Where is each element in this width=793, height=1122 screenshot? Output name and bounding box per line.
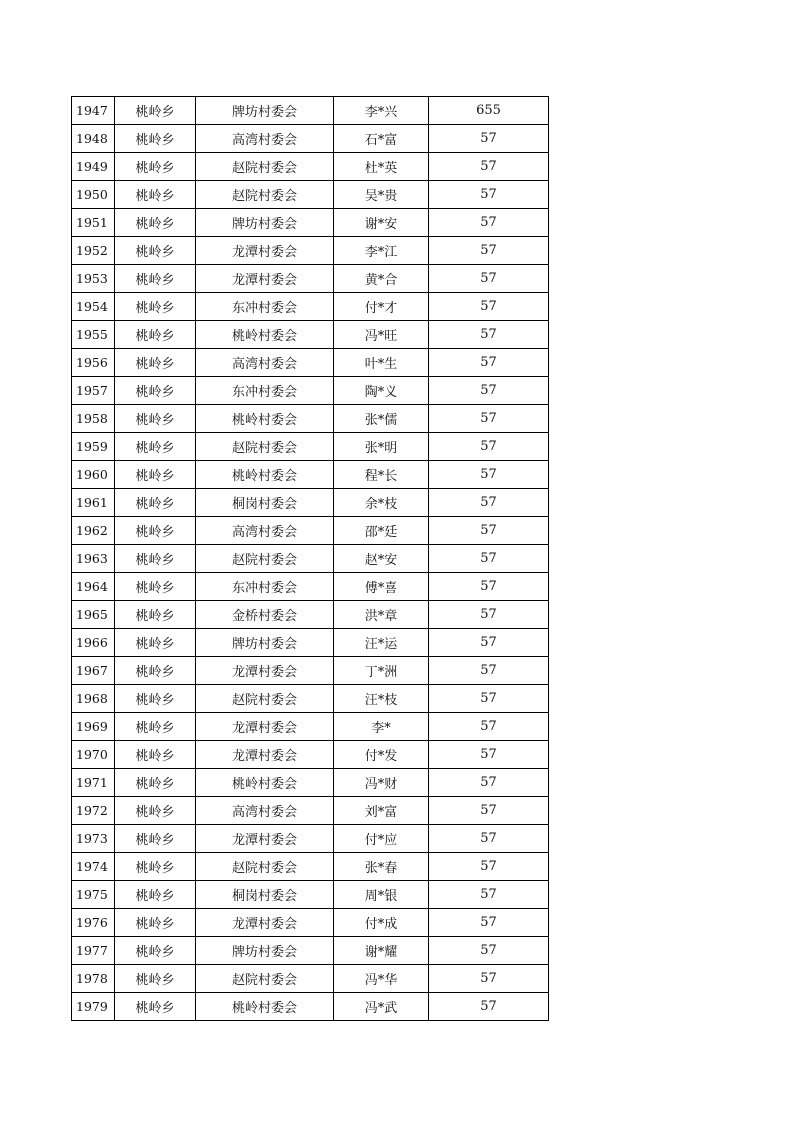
village-committee-cell: 牌坊村委会 <box>196 629 334 657</box>
town-cell: 桃岭乡 <box>115 97 196 125</box>
table-row <box>72 433 549 461</box>
person-name-cell: 程*长 <box>334 461 429 489</box>
person-name-cell: 张*春 <box>334 853 429 881</box>
town-cell: 桃岭乡 <box>115 209 196 237</box>
person-name-cell: 吴*贵 <box>334 181 429 209</box>
town-cell: 桃岭乡 <box>115 153 196 181</box>
row-number-cell: 1974 <box>72 853 115 881</box>
amount-cell: 57 <box>429 321 549 349</box>
village-committee-cell: 龙潭村委会 <box>196 909 334 937</box>
table-row <box>72 153 549 181</box>
amount-cell: 57 <box>429 685 549 713</box>
amount-cell: 57 <box>429 545 549 573</box>
table-row <box>72 321 549 349</box>
person-name-cell: 张*明 <box>334 433 429 461</box>
row-number-cell: 1949 <box>72 153 115 181</box>
amount-cell: 57 <box>429 909 549 937</box>
person-name-cell: 赵*安 <box>334 545 429 573</box>
amount-cell: 57 <box>429 713 549 741</box>
village-committee-cell: 桃岭村委会 <box>196 461 334 489</box>
person-name-cell: 叶*生 <box>334 349 429 377</box>
town-cell: 桃岭乡 <box>115 489 196 517</box>
person-name-cell: 洪*章 <box>334 601 429 629</box>
village-committee-cell: 东冲村委会 <box>196 573 334 601</box>
amount-cell: 57 <box>429 461 549 489</box>
town-cell: 桃岭乡 <box>115 825 196 853</box>
person-name-cell: 石*富 <box>334 125 429 153</box>
row-number-cell: 1953 <box>72 265 115 293</box>
village-committee-cell: 牌坊村委会 <box>196 97 334 125</box>
amount-cell: 57 <box>429 937 549 965</box>
amount-cell: 57 <box>429 965 549 993</box>
town-cell: 桃岭乡 <box>115 629 196 657</box>
table-row <box>72 573 549 601</box>
town-cell: 桃岭乡 <box>115 713 196 741</box>
table-row <box>72 293 549 321</box>
table-row <box>72 685 549 713</box>
village-committee-cell: 龙潭村委会 <box>196 265 334 293</box>
town-cell: 桃岭乡 <box>115 125 196 153</box>
row-number-cell: 1961 <box>72 489 115 517</box>
amount-cell: 57 <box>429 629 549 657</box>
table-row <box>72 797 549 825</box>
village-committee-cell: 桃岭村委会 <box>196 993 334 1021</box>
amount-cell: 57 <box>429 825 549 853</box>
town-cell: 桃岭乡 <box>115 545 196 573</box>
row-number-cell: 1967 <box>72 657 115 685</box>
table-row <box>72 405 549 433</box>
town-cell: 桃岭乡 <box>115 909 196 937</box>
table-row <box>72 97 549 125</box>
person-name-cell: 傅*喜 <box>334 573 429 601</box>
amount-cell: 655 <box>429 97 549 125</box>
table-row <box>72 545 549 573</box>
person-name-cell: 邵*廷 <box>334 517 429 545</box>
village-committee-cell: 龙潭村委会 <box>196 237 334 265</box>
village-committee-cell: 赵院村委会 <box>196 181 334 209</box>
row-number-cell: 1979 <box>72 993 115 1021</box>
amount-cell: 57 <box>429 993 549 1021</box>
table-row <box>72 517 549 545</box>
town-cell: 桃岭乡 <box>115 993 196 1021</box>
village-committee-cell: 牌坊村委会 <box>196 209 334 237</box>
village-committee-cell: 桃岭村委会 <box>196 405 334 433</box>
village-committee-cell: 赵院村委会 <box>196 153 334 181</box>
village-committee-cell: 牌坊村委会 <box>196 937 334 965</box>
table-row <box>72 209 549 237</box>
table-row <box>72 881 549 909</box>
village-committee-cell: 龙潭村委会 <box>196 713 334 741</box>
person-name-cell: 周*银 <box>334 881 429 909</box>
amount-cell: 57 <box>429 349 549 377</box>
town-cell: 桃岭乡 <box>115 853 196 881</box>
town-cell: 桃岭乡 <box>115 321 196 349</box>
table-row <box>72 349 549 377</box>
amount-cell: 57 <box>429 741 549 769</box>
row-number-cell: 1959 <box>72 433 115 461</box>
person-name-cell: 刘*富 <box>334 797 429 825</box>
town-cell: 桃岭乡 <box>115 601 196 629</box>
person-name-cell: 陶*义 <box>334 377 429 405</box>
town-cell: 桃岭乡 <box>115 433 196 461</box>
person-name-cell: 丁*洲 <box>334 657 429 685</box>
town-cell: 桃岭乡 <box>115 377 196 405</box>
person-name-cell: 付*应 <box>334 825 429 853</box>
town-cell: 桃岭乡 <box>115 293 196 321</box>
person-name-cell: 谢*耀 <box>334 937 429 965</box>
data-table <box>71 96 549 1021</box>
person-name-cell: 黄*合 <box>334 265 429 293</box>
row-number-cell: 1973 <box>72 825 115 853</box>
amount-cell: 57 <box>429 489 549 517</box>
village-committee-cell: 高湾村委会 <box>196 125 334 153</box>
amount-cell: 57 <box>429 209 549 237</box>
amount-cell: 57 <box>429 601 549 629</box>
row-number-cell: 1957 <box>72 377 115 405</box>
row-number-cell: 1964 <box>72 573 115 601</box>
person-name-cell: 付*成 <box>334 909 429 937</box>
village-committee-cell: 赵院村委会 <box>196 685 334 713</box>
person-name-cell: 付*才 <box>334 293 429 321</box>
row-number-cell: 1958 <box>72 405 115 433</box>
village-committee-cell: 高湾村委会 <box>196 517 334 545</box>
person-name-cell: 余*枝 <box>334 489 429 517</box>
row-number-cell: 1963 <box>72 545 115 573</box>
amount-cell: 57 <box>429 125 549 153</box>
amount-cell: 57 <box>429 853 549 881</box>
town-cell: 桃岭乡 <box>115 685 196 713</box>
table-row <box>72 657 549 685</box>
village-committee-cell: 高湾村委会 <box>196 349 334 377</box>
table-row <box>72 853 549 881</box>
town-cell: 桃岭乡 <box>115 461 196 489</box>
amount-cell: 57 <box>429 405 549 433</box>
row-number-cell: 1952 <box>72 237 115 265</box>
table-row <box>72 601 549 629</box>
row-number-cell: 1956 <box>72 349 115 377</box>
village-committee-cell: 龙潭村委会 <box>196 825 334 853</box>
town-cell: 桃岭乡 <box>115 265 196 293</box>
table-row <box>72 265 549 293</box>
town-cell: 桃岭乡 <box>115 657 196 685</box>
table-row <box>72 377 549 405</box>
row-number-cell: 1947 <box>72 97 115 125</box>
table-row <box>72 629 549 657</box>
row-number-cell: 1965 <box>72 601 115 629</box>
table-row <box>72 461 549 489</box>
town-cell: 桃岭乡 <box>115 517 196 545</box>
row-number-cell: 1951 <box>72 209 115 237</box>
row-number-cell: 1972 <box>72 797 115 825</box>
village-committee-cell: 桃岭村委会 <box>196 769 334 797</box>
town-cell: 桃岭乡 <box>115 937 196 965</box>
person-name-cell: 李*江 <box>334 237 429 265</box>
amount-cell: 57 <box>429 517 549 545</box>
town-cell: 桃岭乡 <box>115 769 196 797</box>
person-name-cell: 李*兴 <box>334 97 429 125</box>
person-name-cell: 冯*武 <box>334 993 429 1021</box>
village-committee-cell: 东冲村委会 <box>196 293 334 321</box>
person-name-cell: 汪*运 <box>334 629 429 657</box>
amount-cell: 57 <box>429 153 549 181</box>
village-committee-cell: 赵院村委会 <box>196 433 334 461</box>
amount-cell: 57 <box>429 769 549 797</box>
village-committee-cell: 桃岭村委会 <box>196 321 334 349</box>
row-number-cell: 1975 <box>72 881 115 909</box>
person-name-cell: 付*发 <box>334 741 429 769</box>
row-number-cell: 1969 <box>72 713 115 741</box>
person-name-cell: 冯*华 <box>334 965 429 993</box>
row-number-cell: 1970 <box>72 741 115 769</box>
row-number-cell: 1976 <box>72 909 115 937</box>
person-name-cell: 汪*枝 <box>334 685 429 713</box>
village-committee-cell: 赵院村委会 <box>196 853 334 881</box>
row-number-cell: 1954 <box>72 293 115 321</box>
table-row <box>72 937 549 965</box>
row-number-cell: 1960 <box>72 461 115 489</box>
table-row <box>72 741 549 769</box>
town-cell: 桃岭乡 <box>115 573 196 601</box>
town-cell: 桃岭乡 <box>115 965 196 993</box>
person-name-cell: 谢*安 <box>334 209 429 237</box>
amount-cell: 57 <box>429 573 549 601</box>
table-row <box>72 825 549 853</box>
row-number-cell: 1955 <box>72 321 115 349</box>
row-number-cell: 1950 <box>72 181 115 209</box>
town-cell: 桃岭乡 <box>115 181 196 209</box>
table-row <box>72 713 549 741</box>
table-row <box>72 965 549 993</box>
amount-cell: 57 <box>429 433 549 461</box>
amount-cell: 57 <box>429 657 549 685</box>
village-committee-cell: 桐岗村委会 <box>196 489 334 517</box>
row-number-cell: 1971 <box>72 769 115 797</box>
table-row <box>72 237 549 265</box>
village-committee-cell: 金桥村委会 <box>196 601 334 629</box>
table-row <box>72 909 549 937</box>
village-committee-cell: 龙潭村委会 <box>196 741 334 769</box>
table-body <box>72 97 549 1021</box>
row-number-cell: 1977 <box>72 937 115 965</box>
amount-cell: 57 <box>429 293 549 321</box>
table-row <box>72 489 549 517</box>
amount-cell: 57 <box>429 181 549 209</box>
person-name-cell: 杜*英 <box>334 153 429 181</box>
town-cell: 桃岭乡 <box>115 881 196 909</box>
town-cell: 桃岭乡 <box>115 405 196 433</box>
village-committee-cell: 东冲村委会 <box>196 377 334 405</box>
row-number-cell: 1966 <box>72 629 115 657</box>
village-committee-cell: 龙潭村委会 <box>196 657 334 685</box>
village-committee-cell: 桐岗村委会 <box>196 881 334 909</box>
table-row <box>72 125 549 153</box>
row-number-cell: 1978 <box>72 965 115 993</box>
town-cell: 桃岭乡 <box>115 741 196 769</box>
row-number-cell: 1968 <box>72 685 115 713</box>
town-cell: 桃岭乡 <box>115 797 196 825</box>
town-cell: 桃岭乡 <box>115 237 196 265</box>
person-name-cell: 冯*财 <box>334 769 429 797</box>
village-committee-cell: 赵院村委会 <box>196 545 334 573</box>
amount-cell: 57 <box>429 377 549 405</box>
person-name-cell: 李* <box>334 713 429 741</box>
table-row <box>72 769 549 797</box>
town-cell: 桃岭乡 <box>115 349 196 377</box>
person-name-cell: 冯*旺 <box>334 321 429 349</box>
amount-cell: 57 <box>429 265 549 293</box>
amount-cell: 57 <box>429 237 549 265</box>
row-number-cell: 1948 <box>72 125 115 153</box>
amount-cell: 57 <box>429 797 549 825</box>
row-number-cell: 1962 <box>72 517 115 545</box>
table-row <box>72 181 549 209</box>
table-row <box>72 993 549 1021</box>
amount-cell: 57 <box>429 881 549 909</box>
village-committee-cell: 高湾村委会 <box>196 797 334 825</box>
person-name-cell: 张*儒 <box>334 405 429 433</box>
village-committee-cell: 赵院村委会 <box>196 965 334 993</box>
